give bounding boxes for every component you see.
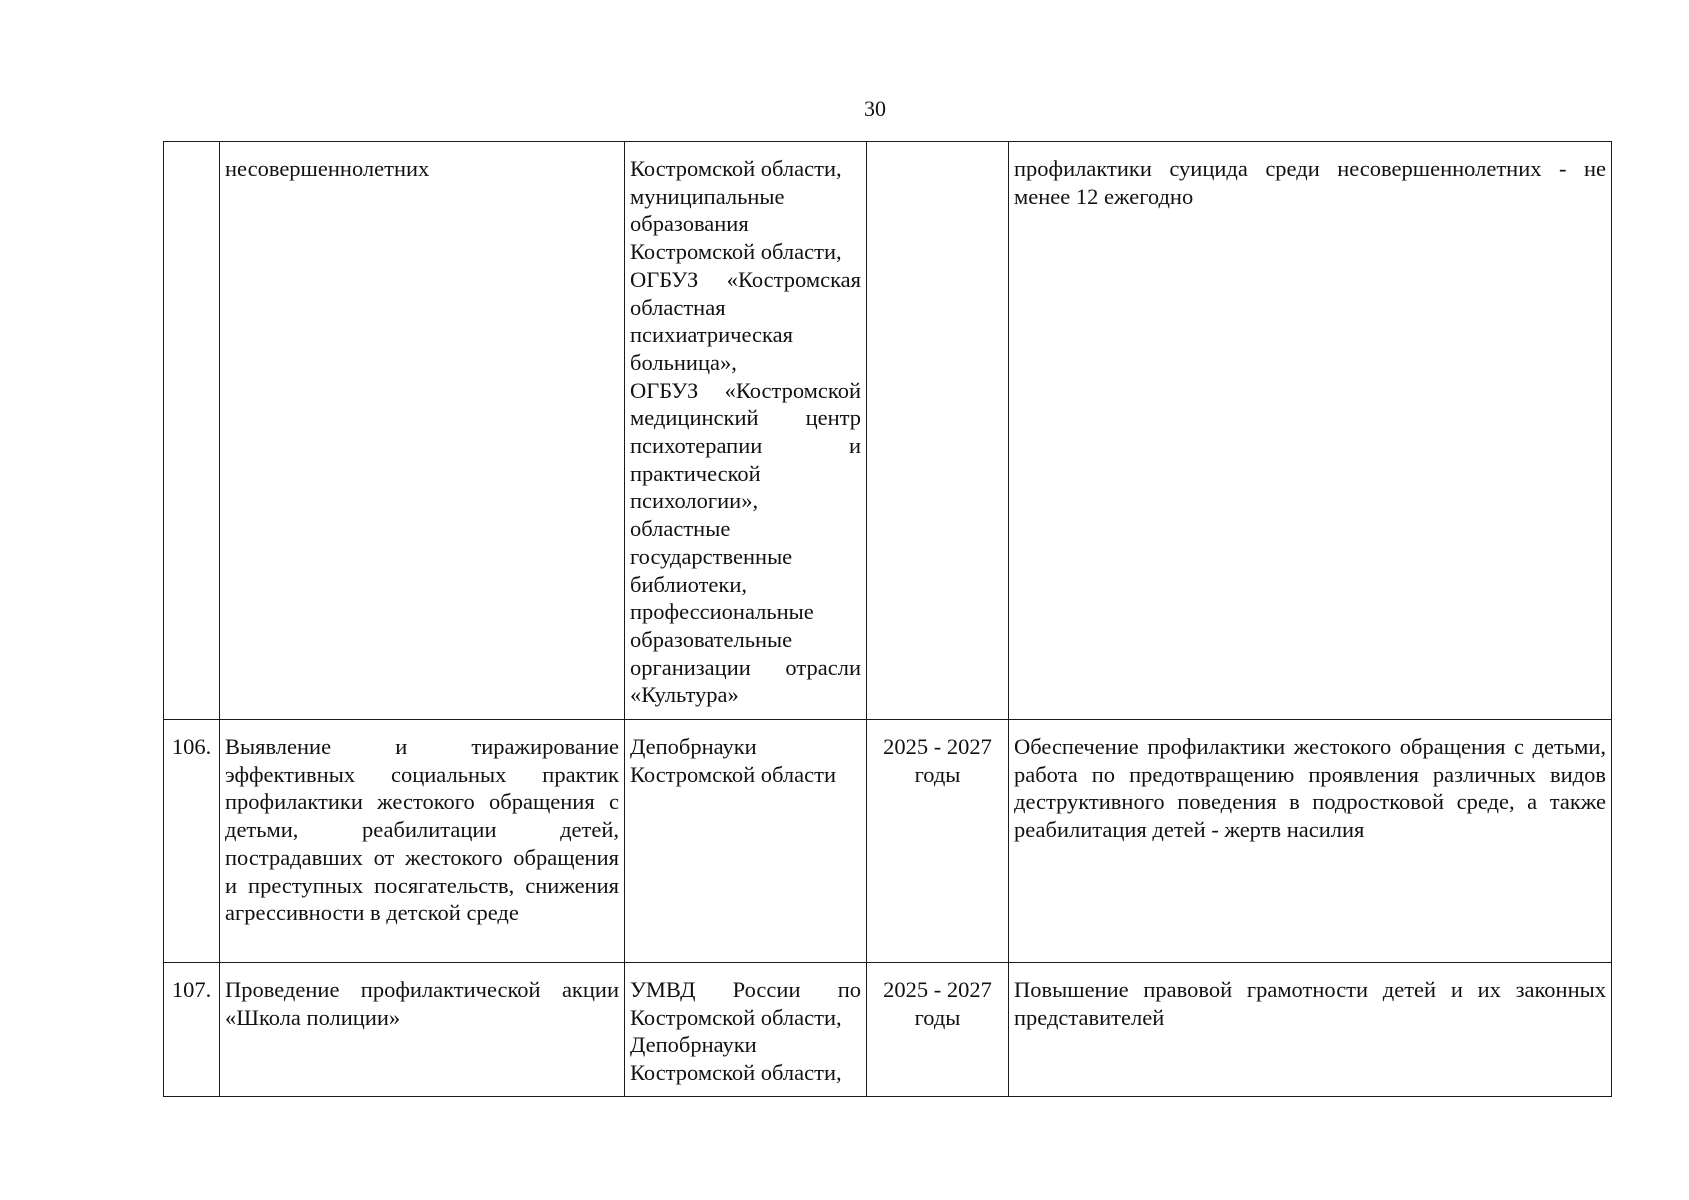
- executor-line: образования: [630, 211, 749, 237]
- row-number: [164, 142, 220, 720]
- executor-line: Костромской области: [630, 761, 837, 787]
- executor-line: медицинский центр: [630, 405, 861, 431]
- executor-line: Депобрнауки: [630, 1032, 757, 1058]
- row-number: 107.: [164, 963, 220, 1097]
- measures-table: [163, 141, 1612, 1097]
- table-row: [164, 963, 1612, 1097]
- executor-line: Костромской области,: [630, 1004, 842, 1030]
- executor-line: областные: [630, 516, 731, 542]
- term-cell: 2025 - 2027 годы: [867, 963, 1009, 1097]
- executor-cell: [625, 963, 867, 1097]
- executor-line: профессиональные: [630, 599, 814, 625]
- executor-line: Депобрнауки: [630, 734, 757, 759]
- executor-line: ОГБУЗ «Костромская: [630, 266, 861, 292]
- executor-line: муниципальные: [630, 183, 785, 209]
- executor-line: «Культура»: [630, 682, 739, 708]
- result-cell: Обеспечение профилактики жестокого обращения с детьми, работа по предотвращению проявления различных видов деструктивного поведения в подростковой среде, а также реабилитация детей - жертв насилия: [1009, 720, 1612, 963]
- executor-line: областная: [630, 294, 726, 320]
- executor-line: Костромской области,: [630, 239, 842, 265]
- executor-line: психотерапии и: [630, 433, 861, 459]
- term-cell: 2025 - 2027 годы: [867, 720, 1009, 963]
- executor-line: психологии»,: [630, 488, 759, 514]
- executor-line: Костромской области,: [630, 1060, 842, 1086]
- executor-line: практической: [630, 460, 761, 486]
- table-row: [164, 142, 1612, 720]
- executor-line: ОГБУЗ «Костромской: [630, 377, 861, 403]
- executor-line: Костромской области,: [630, 156, 842, 181]
- executor-cell: [625, 142, 867, 720]
- executor-line: больница»,: [630, 349, 737, 375]
- action-cell: Проведение профилактической акции «Школа полиции»: [220, 963, 625, 1097]
- executor-cell: [625, 720, 867, 963]
- executor-line: УМВД России по: [630, 977, 861, 1002]
- executor-line: образовательные: [630, 626, 793, 652]
- page-number: 30: [864, 96, 886, 121]
- executor-line: библиотеки,: [630, 571, 748, 597]
- result-cell: Повышение правовой грамотности детей и их законных представителей: [1009, 963, 1612, 1097]
- row-number: 106.: [164, 720, 220, 963]
- executor-line: психиатрическая: [630, 322, 793, 348]
- action-cell: Выявление и тиражирование эффективных социальных практик профилактики жестокого обращения с детьми, реабилитации детей, пострадавших от жестокого обращения и преступных посягательств, снижения агрессивности в детской среде: [220, 720, 625, 963]
- action-cell: несовершеннолетних: [220, 142, 625, 720]
- executor-line: государственные: [630, 543, 793, 569]
- term-cell: [867, 142, 1009, 720]
- table-row: [164, 720, 1612, 963]
- result-cell: профилактики суицида среди несовершеннолетних - не менее 12 ежегодно: [1009, 142, 1612, 720]
- executor-line: организации отрасли: [630, 654, 861, 680]
